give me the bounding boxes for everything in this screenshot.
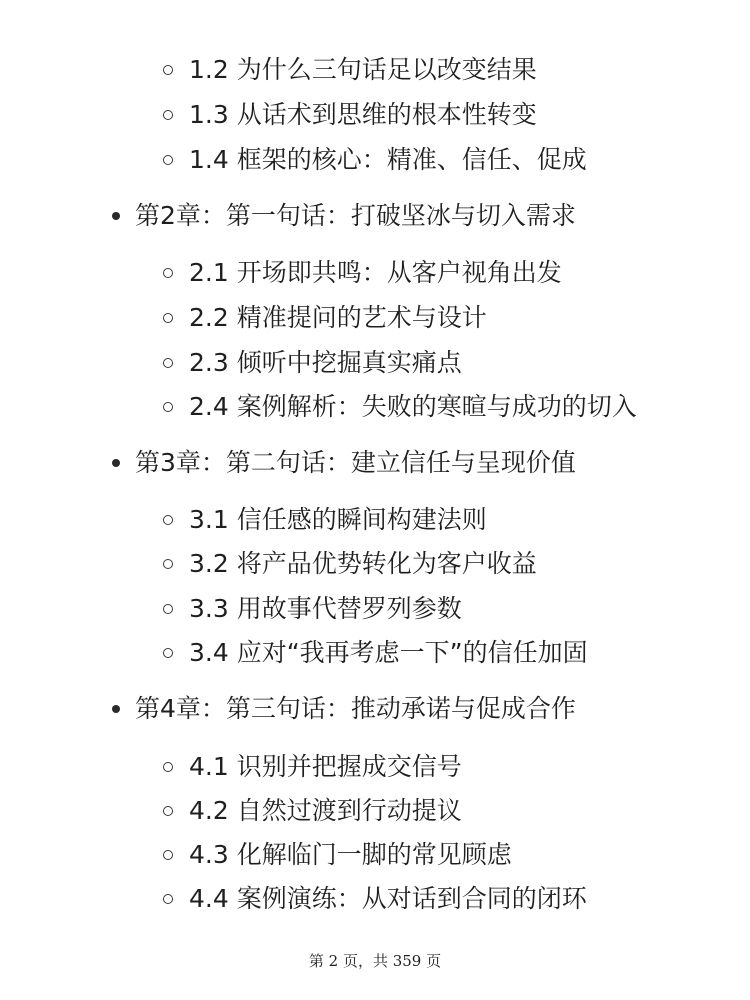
hollow-bullet-icon [163,402,173,412]
toc-item-text: 3.2 将产品优势转化为客户收益 [189,549,537,578]
toc-item-text: 2.2 精准提问的艺术与设计 [189,303,487,332]
toc-item [163,840,512,870]
toc-chapter-text: 第3章：第二句话：建立信任与呈现价值 [135,448,576,477]
toc-item [163,348,462,378]
hollow-bullet-icon [163,559,173,569]
toc-chapter [112,201,576,231]
hollow-bullet-icon [163,155,173,165]
solid-bullet-icon [112,212,120,220]
toc-item-text: 2.4 案例解析：失败的寒暄与成功的切入 [189,392,637,421]
solid-bullet-icon [112,459,120,467]
toc-item-text: 2.3 倾听中挖掘真实痛点 [189,348,462,377]
toc-chapter-text: 第4章：第三句话：推动承诺与促成合作 [135,694,576,723]
toc-item-text: 2.1 开场即共鸣：从客户视角出发 [189,258,562,287]
toc-chapter [112,694,576,724]
hollow-bullet-icon [163,313,173,323]
toc-chapter [112,448,576,478]
hollow-bullet-icon [163,762,173,772]
toc-item-text: 4.4 案例演练：从对话到合同的闭环 [189,884,587,913]
hollow-bullet-icon [163,358,173,368]
toc-item [163,100,537,130]
hollow-bullet-icon [163,604,173,614]
hollow-bullet-icon [163,65,173,75]
toc-item [163,505,487,535]
hollow-bullet-icon [163,850,173,860]
hollow-bullet-icon [163,806,173,816]
toc-item [163,392,637,422]
hollow-bullet-icon [163,110,173,120]
toc-item [163,258,562,288]
hollow-bullet-icon [163,894,173,904]
toc-item [163,55,537,85]
toc-item [163,145,587,175]
toc-item [163,796,462,826]
toc-item-text: 3.1 信任感的瞬间构建法则 [189,505,487,534]
solid-bullet-icon [112,705,120,713]
toc-item [163,549,537,579]
toc-item-text: 4.2 自然过渡到行动提议 [189,796,462,825]
toc-item [163,594,462,624]
hollow-bullet-icon [163,268,173,278]
toc-chapter-text: 第2章：第一句话：打破坚冰与切入需求 [135,201,576,230]
toc-item [163,884,587,914]
hollow-bullet-icon [163,648,173,658]
toc-item-text: 1.4 框架的核心：精准、信任、促成 [189,145,587,174]
toc-item-text: 3.3 用故事代替罗列参数 [189,594,462,623]
toc-item [163,752,462,782]
hollow-bullet-icon [163,515,173,525]
toc-item [163,638,588,668]
toc-item-text: 3.4 应对“我再考虑一下”的信任加固 [189,638,588,667]
toc-item [163,303,487,333]
toc-item-text: 1.3 从话术到思维的根本性转变 [189,100,537,129]
toc-item-text: 4.1 识别并把握成交信号 [189,752,462,781]
toc-item-text: 1.2 为什么三句话足以改变结果 [189,55,537,84]
page-number-footer: 第 2 页，共 359 页 [308,952,442,970]
toc-item-text: 4.3 化解临门一脚的常见顾虑 [189,840,512,869]
